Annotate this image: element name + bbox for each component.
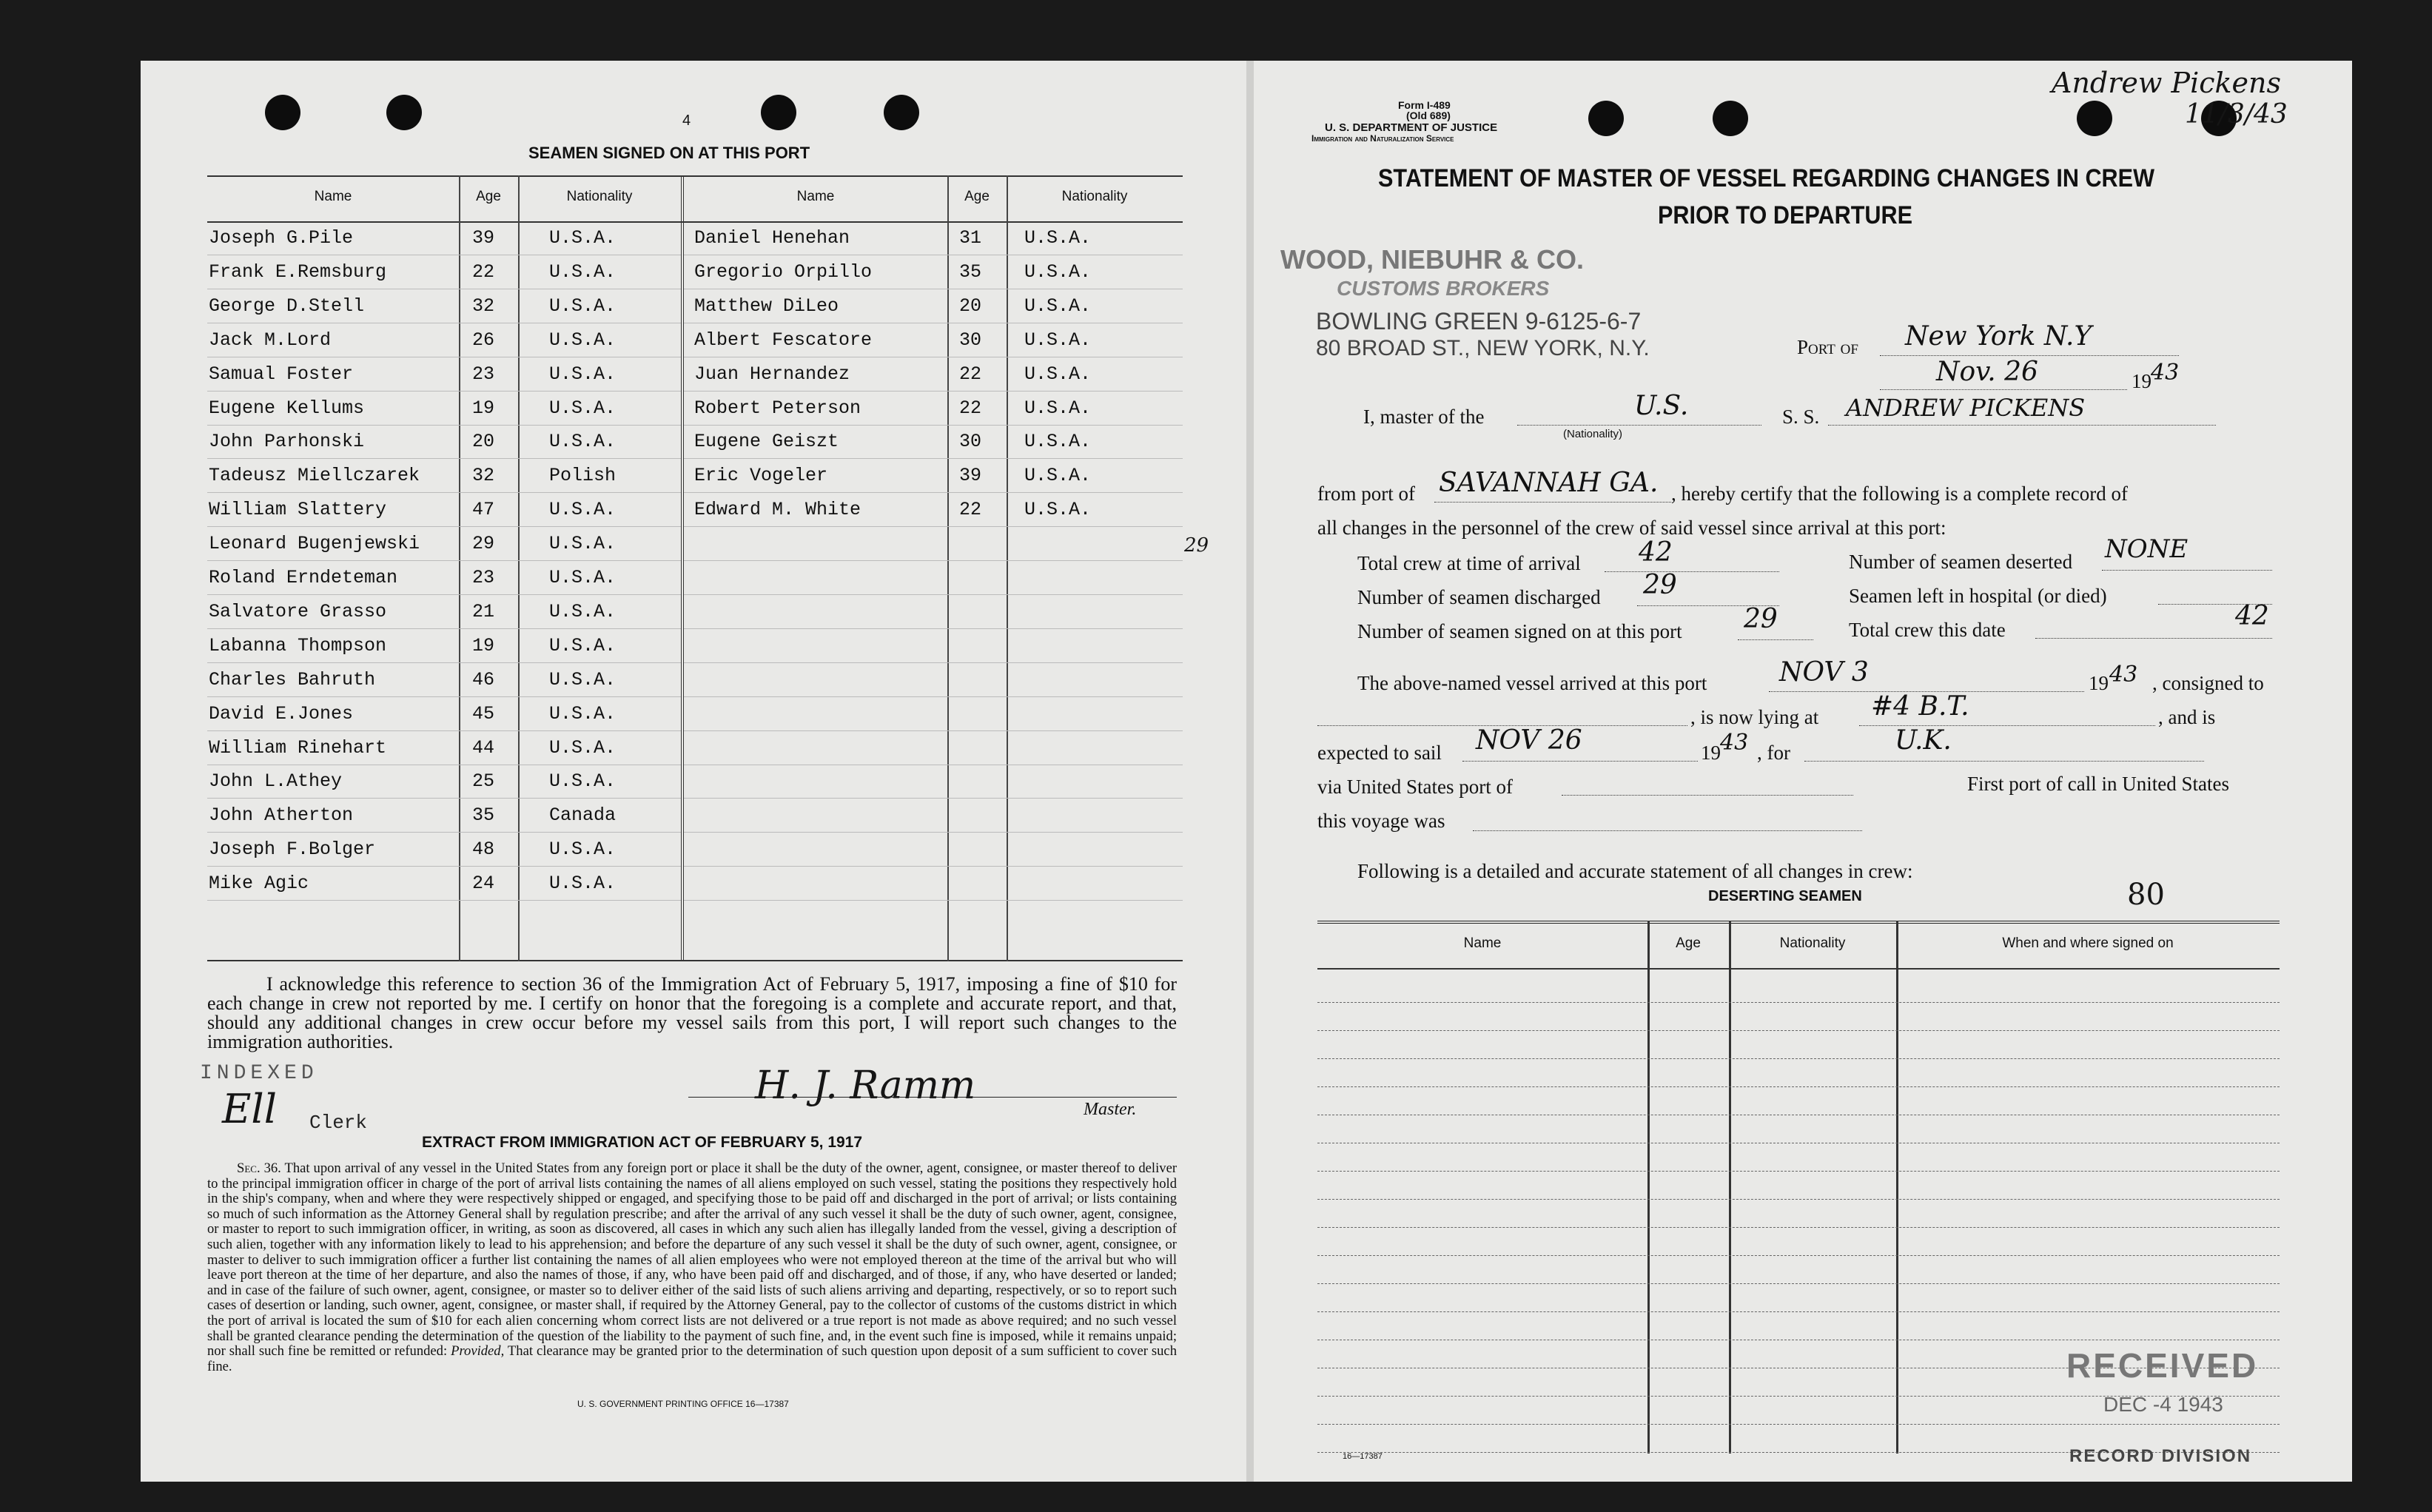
crew-age: 30: [959, 431, 982, 453]
crew-nationality: U.S.A.: [549, 227, 617, 249]
table-row: [684, 562, 1183, 595]
table-row: [684, 800, 1183, 833]
crew-age: 44: [472, 736, 495, 759]
footer-code: 16—17387: [1343, 1452, 1383, 1461]
table-row: [207, 562, 681, 595]
table-row: [684, 325, 1183, 357]
crew-nationality: U.S.A.: [1024, 227, 1092, 249]
crew-nationality: U.S.A.: [549, 839, 617, 861]
column-header-nationality: Nationality: [566, 189, 633, 204]
column-header-name: Name: [314, 189, 352, 204]
crew-age: 47: [472, 499, 495, 521]
crew-nationality: U.S.A.: [1024, 431, 1092, 453]
crew-age: 22: [472, 261, 495, 283]
crew-name: George D.Stell: [209, 295, 365, 317]
table-row: [684, 257, 1183, 289]
table-row: [1317, 1424, 2280, 1425]
desert-header-name: Name: [1463, 935, 1502, 951]
crew-nationality: U.S.A.: [1024, 329, 1092, 351]
crew-age: 22: [959, 363, 982, 385]
discharged-value: 29: [1643, 570, 1677, 600]
crew-age: 46: [472, 668, 495, 691]
table-row: [207, 699, 681, 731]
total-arrival-label: Total crew at time of arrival: [1357, 552, 1581, 574]
crew-nationality: U.S.A.: [549, 600, 617, 622]
form-number: Form I-489: [1398, 99, 1451, 111]
section-title: SEAMEN SIGNED ON AT THIS PORT: [528, 144, 810, 162]
from-port-value: SAVANNAH GA.: [1439, 468, 1659, 498]
crew-name: Tadeusz Miellczarek: [209, 465, 420, 487]
table-row: [1317, 1086, 2280, 1087]
crew-name: Charles Bahruth: [209, 668, 376, 691]
crew-nationality: U.S.A.: [549, 261, 617, 283]
crew-nationality: U.S.A.: [1024, 295, 1092, 317]
crew-name: Samual Foster: [209, 363, 354, 385]
table-row: [1317, 1255, 2280, 1256]
nationality-fill: [1517, 425, 1761, 426]
hospital-label: Seamen left in hospital (or died): [1849, 585, 2107, 607]
expected-label: expected to sail: [1317, 742, 1442, 764]
handwritten-ship-name: Andrew Pickens: [2052, 67, 2281, 99]
for-value: U.K.: [1895, 725, 1952, 756]
crew-nationality: Canada: [549, 804, 617, 827]
crew-nationality: U.S.A.: [1024, 499, 1092, 521]
crew-nationality: Polish: [549, 465, 617, 487]
clerk-label: Clerk: [309, 1112, 368, 1134]
crew-name: Jack M.Lord: [209, 329, 332, 351]
table-row: [207, 393, 681, 426]
table-row: [1317, 1058, 2280, 1059]
table-row: [684, 426, 1183, 459]
crew-name: Eugene Geiszt: [694, 431, 839, 453]
crew-name: Mike Agic: [209, 873, 309, 895]
port-label: Port of: [1797, 336, 1858, 358]
crew-name: Labanna Thompson: [209, 634, 387, 656]
crew-name: Frank E.Remsburg: [209, 261, 387, 283]
table-row: [684, 868, 1183, 901]
table-row: [207, 460, 681, 493]
crew-name: John L.Athey: [209, 770, 343, 793]
table-row: [207, 766, 681, 799]
crew-age: 45: [472, 702, 495, 725]
crew-nationality: U.S.A.: [549, 295, 617, 317]
desert-header-signed-on: When and where signed on: [2002, 935, 2174, 951]
broker-name: WOOD, NIEBUHR & CO.: [1280, 244, 1584, 275]
form-title-line2: PRIOR TO DEPARTURE: [1658, 201, 1912, 229]
deserted-label: Number of seamen deserted: [1849, 551, 2073, 573]
table-row: [1317, 1002, 2280, 1003]
table-row: [684, 733, 1183, 765]
handwritten-80: 80: [2127, 878, 2165, 912]
crew-age: 22: [959, 499, 982, 521]
crew-age: 26: [472, 329, 495, 351]
right-page: [1254, 61, 2352, 1482]
table-row: [1317, 1199, 2280, 1200]
printing-office: U. S. GOVERNMENT PRINTING OFFICE 16—17387: [577, 1399, 789, 1409]
punch-hole: [386, 95, 422, 130]
left-page: [141, 61, 1246, 1482]
table-row: [207, 494, 681, 527]
crew-name: Albert Fescatore: [694, 329, 873, 351]
section-label: Sec. 36.: [237, 1160, 281, 1176]
punch-hole: [265, 95, 300, 130]
table-row: [684, 223, 1183, 255]
crew-nationality: U.S.A.: [549, 770, 617, 793]
crew-nationality: U.S.A.: [549, 873, 617, 895]
desert-header-nationality: Nationality: [1779, 935, 1846, 951]
crew-age: 39: [959, 465, 982, 487]
certify-text: , hereby certify that the following is a complete record of: [1671, 483, 2129, 505]
punch-hole: [2077, 101, 2112, 136]
total-arrival-value: 42: [1639, 537, 1673, 568]
crew-nationality: U.S.A.: [549, 736, 617, 759]
crew-name: Robert Peterson: [694, 397, 861, 419]
crew-name: Leonard Bugenjewski: [209, 533, 420, 555]
via-label: via United States port of: [1317, 776, 1513, 798]
signed-on-label: Number of seamen signed on at this port: [1357, 620, 1682, 642]
crew-age: 32: [472, 295, 495, 317]
all-changes-text: all changes in the personnel of the crew of said vessel since arrival at this port:: [1317, 517, 1946, 539]
lying-label: , is now lying at: [1690, 706, 1819, 728]
crew-name: Eric Vogeler: [694, 465, 828, 487]
crew-nationality: U.S.A.: [549, 634, 617, 656]
crew-name: Edward M. White: [694, 499, 861, 521]
crew-age: 30: [959, 329, 982, 351]
provided-word: Provided,: [451, 1343, 505, 1360]
table-row: [1317, 1283, 2280, 1284]
crew-name: John Parhonski: [209, 431, 365, 453]
arrived-year: 43: [2109, 662, 2138, 688]
signed-on-fill: [1738, 639, 1813, 640]
table-row: [207, 665, 681, 697]
column-header-age: Age: [476, 189, 501, 204]
first-port-label: First port of call in United States: [1967, 773, 2229, 795]
table-row: [207, 631, 681, 663]
total-date-value: 42: [2235, 601, 2269, 631]
crew-age: 22: [959, 397, 982, 419]
desert-header-age: Age: [1676, 935, 1701, 951]
table-row: [207, 800, 681, 833]
nationality-caption: (Nationality): [1563, 428, 1623, 440]
table-row: [684, 494, 1183, 527]
date-fill: [1880, 389, 2127, 390]
master-label: Master.: [1084, 1100, 1137, 1119]
and-is-label: , and is: [2158, 706, 2216, 728]
table-row: [207, 223, 681, 255]
crew-name: William Rinehart: [209, 736, 387, 759]
crew-name: David E.Jones: [209, 702, 354, 725]
broker-subtitle: CUSTOMS BROKERS: [1337, 277, 1550, 300]
table-row: [684, 291, 1183, 323]
table-row: [684, 665, 1183, 697]
extract-title: EXTRACT FROM IMMIGRATION ACT OF FEBRUARY 5, 1917: [422, 1134, 863, 1151]
signed-on-value: 29: [1744, 604, 1778, 634]
crew-nationality: U.S.A.: [1024, 261, 1092, 283]
expected-value: NOV 26: [1476, 725, 1582, 756]
crew-nationality: U.S.A.: [1024, 465, 1092, 487]
table-row: [207, 597, 681, 629]
year-prefix: 19: [2132, 370, 2151, 392]
ship-fill: [1828, 425, 2216, 426]
expected-year-prefix: 19: [1701, 742, 1721, 764]
received-stamp: RECEIVED: [2066, 1346, 2259, 1385]
crew-nationality: U.S.A.: [549, 499, 617, 521]
punch-hole: [1713, 101, 1748, 136]
table-row: [684, 597, 1183, 629]
table-row: [684, 766, 1183, 799]
crew-name: Matthew DiLeo: [694, 295, 839, 317]
consigned-label: , consigned to: [2152, 672, 2264, 694]
crew-name: Juan Hernandez: [694, 363, 850, 385]
table-row: [684, 460, 1183, 493]
arrived-label: The above-named vessel arrived at this port: [1357, 672, 1707, 694]
indexed-stamp: INDEXED: [200, 1062, 318, 1085]
crew-age: 35: [959, 261, 982, 283]
voyage-label: this voyage was: [1317, 810, 1445, 832]
statute-text: [207, 1161, 1177, 1374]
clerk-initials: Ell: [222, 1086, 277, 1132]
table-row: [207, 868, 681, 901]
crew-age: 48: [472, 839, 495, 861]
table-row: [207, 291, 681, 323]
statute-end: That clearance may be granted prior to the determination of such question upon deposit of a sum sufficient to cover such fine.: [207, 1343, 1177, 1374]
crew-name: Daniel Henehan: [694, 227, 850, 249]
crew-age: 31: [959, 227, 982, 249]
crew-nationality: U.S.A.: [549, 431, 617, 453]
port-fill: [1880, 355, 2179, 356]
table-row: [684, 528, 1183, 561]
form-old-number: (Old 689): [1406, 110, 1451, 121]
table-row: [207, 426, 681, 459]
page-number: 4: [682, 112, 691, 129]
column-header-name: Name: [796, 189, 835, 204]
acknowledgment-text: I acknowledge this reference to section 36 of the Immigration Act of February 5, 1917, imposing a fine of $10 for each change in crew not reported by me. I certify on honor that the foregoing is a complete and accurate report, and that, should any additional changes in crew occur before my vessel sails from this port, I will report such changes to the immigration authorities.: [207, 973, 1177, 1052]
crew-nationality: U.S.A.: [1024, 363, 1092, 385]
ship-name: ANDREW PICKENS: [1846, 394, 2086, 422]
total-arrival-fill: [1605, 571, 1779, 572]
crew-age: 29: [472, 533, 495, 555]
table-row: [1317, 1227, 2280, 1228]
table-row: [1317, 1171, 2280, 1172]
date-value: Nov. 26: [1936, 357, 2038, 387]
discharged-label: Number of seamen discharged: [1357, 586, 1601, 608]
crew-nationality: U.S.A.: [549, 702, 617, 725]
year-value: 43: [2151, 360, 2180, 386]
form-title-line1: STATEMENT OF MASTER OF VESSEL REGARDING CHANGES IN CREW: [1378, 164, 2154, 192]
deserted-fill: [2102, 570, 2272, 571]
broker-address: 80 BROAD ST., NEW YORK, N.Y.: [1316, 336, 1650, 360]
column-header-age: Age: [964, 189, 990, 204]
from-port-label: from port of: [1317, 483, 1415, 505]
expected-year: 43: [1720, 730, 1749, 756]
crew-age: 24: [472, 873, 495, 895]
crew-name: Joseph F.Bolger: [209, 839, 376, 861]
table-row: [207, 733, 681, 765]
crew-age: 23: [472, 567, 495, 588]
nationality-value: U.S.: [1634, 391, 1689, 421]
crew-age: 39: [472, 227, 495, 249]
ss-label: S. S.: [1782, 406, 1820, 428]
crew-nationality: U.S.A.: [549, 397, 617, 419]
column-header-nationality: Nationality: [1061, 189, 1128, 204]
crew-age: 21: [472, 600, 495, 622]
table-row: [684, 393, 1183, 426]
crew-nationality: U.S.A.: [549, 668, 617, 691]
via-fill: [1562, 795, 1853, 796]
following-text: Following is a detailed and accurate statement of all changes in crew:: [1357, 860, 1913, 882]
service-name: Immigration and Naturalization Service: [1311, 133, 1454, 144]
lying-value: #4 B.T.: [1871, 691, 1969, 722]
for-fill: [1804, 761, 2204, 762]
voyage-fill: [1473, 830, 1862, 831]
table-row: [684, 631, 1183, 663]
crew-signed-on-table: [207, 175, 1183, 961]
deserting-title: DESERTING SEAMEN: [1708, 888, 1862, 904]
margin-number: 29: [1184, 534, 1209, 557]
crew-age: 23: [472, 363, 495, 385]
crew-nationality: U.S.A.: [1024, 397, 1092, 419]
crew-age: 32: [472, 465, 495, 487]
punch-hole: [761, 95, 796, 130]
table-row: [1317, 1030, 2280, 1031]
statute-body: That upon arrival of any vessel in the United States from any foreign port or place it shall be the duty of the owner, agent, consignee, or master thereof to deliver to the principal immigration officer in charge of the port of arrival lists containing the names of all aliens employed on such vessel, stating the positions they respectively hold in the ship's company, when and where they were respectively shipped or engaged, and specifying those to be paid off and discharged in the port of arrival; or lists containing so much of such information as the Attorney General shall by regulation prescribe; and after the arrival of any such vessel it shall be the duty of such owner, agent, consignee, or master to report to such immigration officer, in writing, as soon as discovered, all cases in which any such alien has illegally landed from the vessel, giving a description of such alien, together with any information likely to lead to his apprehension; and before the departure of any such vessel it shall be the duty of such owner, agent, consignee, or master to deliver to such immigration officer a further list containing the names of all alien employees who were not employed thereon at the time of the arrival but who will leave port thereon at the time of her departure, and also the names of those, if any, who have been paid off and discharged, and of those, if any, who have deserted or landed; and in case of the failure of such owner, agent, consignee, or master so to deliver either of the said lists of such aliens arriving and departing, respectively, or so to report such cases of desertion or landing, such owner, agent, consignee, or master shall, if required by the Attorney General, pay to the collector of customs of the customs district in which the port of arrival is located the sum of $10 for each alien concerning whom correct lists are not delivered or a true report is not made as above required; and no such vessel shall be granted clearance pending the determination of the question of the liability to the payment of such fine, and, in the event such fine is imposed, while it remains unpaid; nor shall such fine be remitted or refunded:: [207, 1160, 1178, 1360]
arrived-value: NOV 3: [1779, 657, 1869, 688]
crew-age: 35: [472, 804, 495, 827]
table-row: [207, 325, 681, 357]
crew-age: 20: [959, 295, 982, 317]
total-date-fill: [2035, 638, 2272, 639]
department-name: U. S. DEPARTMENT OF JUSTICE: [1325, 121, 1498, 134]
expected-fill: [1462, 761, 1698, 762]
table-row: [207, 834, 681, 867]
crew-name: John Atherton: [209, 804, 354, 827]
crew-name: Joseph G.Pile: [209, 227, 354, 249]
table-row: [207, 528, 681, 561]
broker-phone: BOWLING GREEN 9-6125-6-7: [1316, 308, 1642, 335]
punch-hole: [884, 95, 919, 130]
table-row: [684, 699, 1183, 731]
crew-name: Gregorio Orpillo: [694, 261, 873, 283]
crew-name: Salvatore Grasso: [209, 600, 387, 622]
deserted-value: NONE: [2105, 534, 2189, 564]
record-division: RECORD DIVISION: [2069, 1446, 2252, 1466]
crew-nationality: U.S.A.: [549, 567, 617, 588]
master-of-label: I, master of the: [1363, 406, 1485, 428]
crew-name: Roland Erndeteman: [209, 567, 398, 588]
received-date: DEC -4 1943: [2103, 1393, 2223, 1416]
master-signature: H. J. Ramm: [755, 1064, 976, 1108]
crew-age: 25: [472, 770, 495, 793]
from-port-fill: [1434, 502, 1671, 503]
total-date-label: Total crew this date: [1849, 619, 2006, 641]
for-label: , for: [1757, 742, 1790, 764]
table-row: [207, 359, 681, 392]
crew-age: 19: [472, 634, 495, 656]
handwritten-date: 11/3/43: [2185, 99, 2288, 130]
arrived-year-prefix: 19: [2089, 672, 2109, 694]
crew-name: Eugene Kellums: [209, 397, 365, 419]
table-row: [1317, 1311, 2280, 1312]
crew-nationality: U.S.A.: [549, 363, 617, 385]
crew-nationality: U.S.A.: [549, 329, 617, 351]
table-row: [207, 257, 681, 289]
punch-hole: [1588, 101, 1624, 136]
page-gutter: [1246, 61, 1254, 1482]
signature-line: [688, 1097, 1177, 1098]
crew-nationality: U.S.A.: [549, 533, 617, 555]
table-row: [684, 359, 1183, 392]
crew-name: William Slattery: [209, 499, 387, 521]
port-value: New York N.Y: [1905, 321, 2092, 352]
crew-age: 19: [472, 397, 495, 419]
table-row: [684, 834, 1183, 867]
crew-age: 20: [472, 431, 495, 453]
